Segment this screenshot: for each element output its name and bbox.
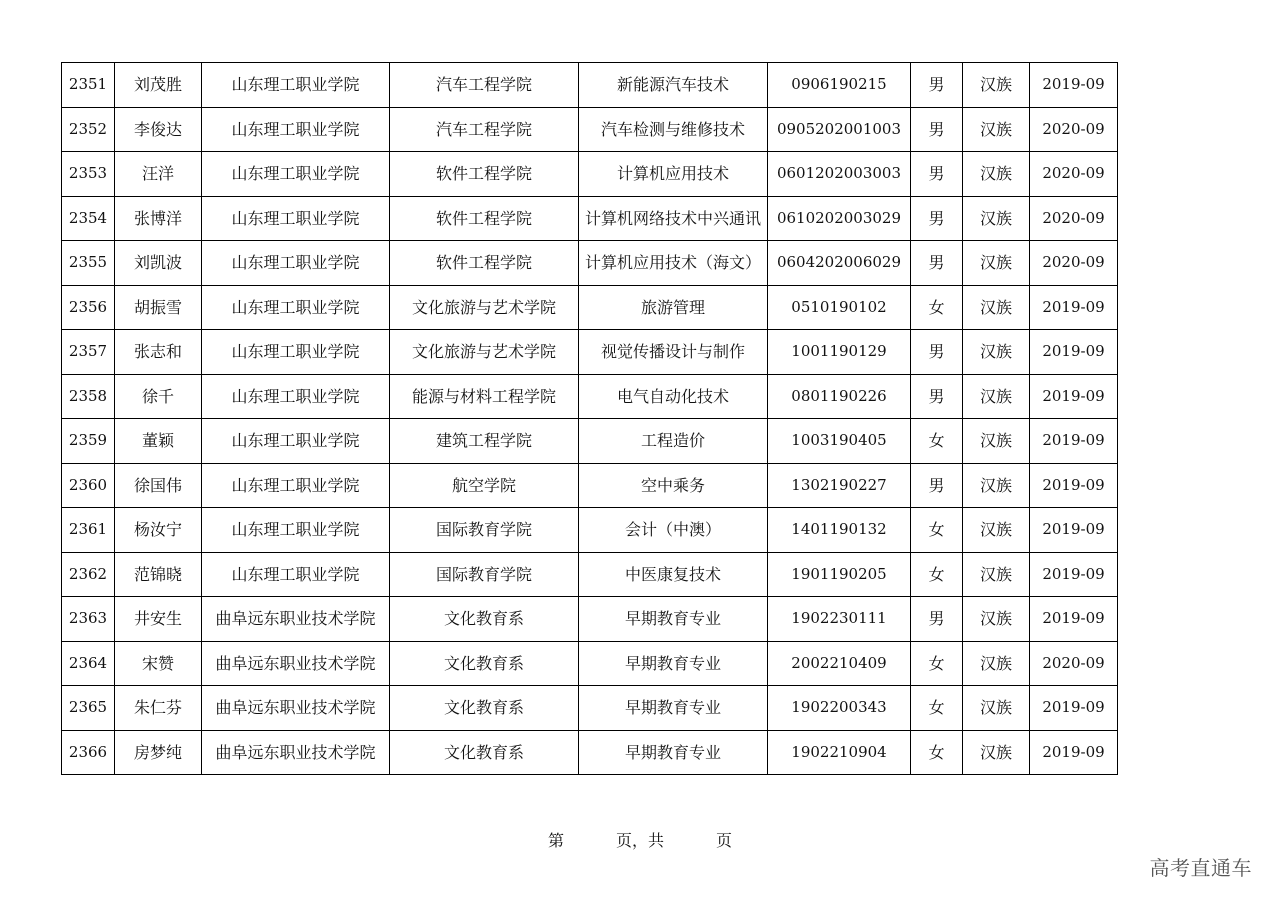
student-id-cell: 1902210904 (768, 730, 911, 775)
page-footer (0, 828, 1280, 851)
major-cell: 电气自动化技术 (579, 374, 768, 419)
student-id-cell: 2002210409 (768, 641, 911, 686)
school-cell: 山东理工职业学院 (202, 285, 390, 330)
gender-cell: 男 (911, 330, 963, 375)
table-row (62, 552, 1118, 597)
college-cell: 文化教育系 (390, 686, 579, 731)
school-cell: 山东理工职业学院 (202, 196, 390, 241)
student-id-cell: 0801190226 (768, 374, 911, 419)
college-cell: 软件工程学院 (390, 196, 579, 241)
gender-cell: 男 (911, 63, 963, 108)
major-cell: 早期教育专业 (579, 641, 768, 686)
student-id-cell: 0610202003029 (768, 196, 911, 241)
college-cell: 文化旅游与艺术学院 (390, 285, 579, 330)
ethnicity-cell: 汉族 (963, 63, 1030, 108)
student-roster-table (61, 62, 1118, 775)
major-cell: 早期教育专业 (579, 730, 768, 775)
name-cell: 范锦晓 (115, 552, 202, 597)
school-cell: 山东理工职业学院 (202, 152, 390, 197)
name-cell: 汪洋 (115, 152, 202, 197)
major-cell: 早期教育专业 (579, 597, 768, 642)
table-row (62, 508, 1118, 553)
major-cell: 早期教育专业 (579, 686, 768, 731)
gender-cell: 男 (911, 152, 963, 197)
ethnicity-cell: 汉族 (963, 552, 1030, 597)
table-row (62, 730, 1118, 775)
school-cell: 曲阜远东职业技术学院 (202, 641, 390, 686)
row-number-cell: 2360 (62, 463, 115, 508)
student-id-cell: 1401190132 (768, 508, 911, 553)
major-cell: 旅游管理 (579, 285, 768, 330)
footer-page-separator: 页，共 (615, 831, 664, 850)
row-number-cell: 2356 (62, 285, 115, 330)
ethnicity-cell: 汉族 (963, 508, 1030, 553)
student-id-cell: 0510190102 (768, 285, 911, 330)
college-cell: 汽车工程学院 (390, 107, 579, 152)
school-cell: 山东理工职业学院 (202, 241, 390, 286)
student-id-cell: 0906190215 (768, 63, 911, 108)
ethnicity-cell: 汉族 (963, 107, 1030, 152)
roster-body (62, 63, 1118, 775)
name-cell: 杨汝宁 (115, 508, 202, 553)
row-number-cell: 2358 (62, 374, 115, 419)
gender-cell: 女 (911, 285, 963, 330)
college-cell: 文化教育系 (390, 597, 579, 642)
school-cell: 山东理工职业学院 (202, 374, 390, 419)
row-number-cell: 2351 (62, 63, 115, 108)
gender-cell: 女 (911, 686, 963, 731)
school-cell: 曲阜远东职业技术学院 (202, 730, 390, 775)
student-id-cell: 1001190129 (768, 330, 911, 375)
school-cell: 山东理工职业学院 (202, 419, 390, 464)
enroll-date-cell: 2019-09 (1030, 463, 1118, 508)
ethnicity-cell: 汉族 (963, 419, 1030, 464)
college-cell: 国际教育学院 (390, 552, 579, 597)
enroll-date-cell: 2019-09 (1030, 419, 1118, 464)
school-cell: 山东理工职业学院 (202, 63, 390, 108)
enroll-date-cell: 2019-09 (1030, 374, 1118, 419)
name-cell: 井安生 (115, 597, 202, 642)
college-cell: 文化教育系 (390, 730, 579, 775)
major-cell: 新能源汽车技术 (579, 63, 768, 108)
table-row (62, 419, 1118, 464)
gender-cell: 女 (911, 730, 963, 775)
table-row (62, 686, 1118, 731)
gender-cell: 女 (911, 508, 963, 553)
student-id-cell: 0905202001003 (768, 107, 911, 152)
table-row (62, 63, 1118, 108)
major-cell: 空中乘务 (579, 463, 768, 508)
college-cell: 建筑工程学院 (390, 419, 579, 464)
row-number-cell: 2352 (62, 107, 115, 152)
name-cell: 刘凯波 (115, 241, 202, 286)
table-row (62, 196, 1118, 241)
row-number-cell: 2363 (62, 597, 115, 642)
enroll-date-cell: 2020-09 (1030, 241, 1118, 286)
major-cell: 工程造价 (579, 419, 768, 464)
college-cell: 文化旅游与艺术学院 (390, 330, 579, 375)
row-number-cell: 2362 (62, 552, 115, 597)
student-id-cell: 1902200343 (768, 686, 911, 731)
name-cell: 房梦纯 (115, 730, 202, 775)
school-cell: 山东理工职业学院 (202, 330, 390, 375)
enroll-date-cell: 2019-09 (1030, 508, 1118, 553)
row-number-cell: 2366 (62, 730, 115, 775)
name-cell: 宋赞 (115, 641, 202, 686)
gender-cell: 女 (911, 641, 963, 686)
enroll-date-cell: 2019-09 (1030, 330, 1118, 375)
enroll-date-cell: 2020-09 (1030, 641, 1118, 686)
student-id-cell: 0601202003003 (768, 152, 911, 197)
student-id-cell: 1302190227 (768, 463, 911, 508)
college-cell: 软件工程学院 (390, 152, 579, 197)
school-cell: 山东理工职业学院 (202, 107, 390, 152)
enroll-date-cell: 2019-09 (1030, 597, 1118, 642)
table-row (62, 463, 1118, 508)
name-cell: 董颖 (115, 419, 202, 464)
ethnicity-cell: 汉族 (963, 463, 1030, 508)
major-cell: 计算机应用技术 (579, 152, 768, 197)
table-row (62, 641, 1118, 686)
row-number-cell: 2353 (62, 152, 115, 197)
ethnicity-cell: 汉族 (963, 152, 1030, 197)
table-row (62, 241, 1118, 286)
gender-cell: 女 (911, 419, 963, 464)
row-number-cell: 2364 (62, 641, 115, 686)
enroll-date-cell: 2019-09 (1030, 552, 1118, 597)
enroll-date-cell: 2020-09 (1030, 196, 1118, 241)
table-row (62, 285, 1118, 330)
name-cell: 刘茂胜 (115, 63, 202, 108)
row-number-cell: 2354 (62, 196, 115, 241)
gender-cell: 男 (911, 463, 963, 508)
gender-cell: 男 (911, 374, 963, 419)
name-cell: 李俊达 (115, 107, 202, 152)
table-row (62, 374, 1118, 419)
ethnicity-cell: 汉族 (963, 330, 1030, 375)
student-id-cell: 1901190205 (768, 552, 911, 597)
major-cell: 中医康复技术 (579, 552, 768, 597)
table-row (62, 330, 1118, 375)
footer-total-suffix: 页 (716, 831, 733, 850)
major-cell: 计算机应用技术（海文） (579, 241, 768, 286)
row-number-cell: 2357 (62, 330, 115, 375)
gender-cell: 男 (911, 107, 963, 152)
gender-cell: 女 (911, 552, 963, 597)
name-cell: 徐国伟 (115, 463, 202, 508)
ethnicity-cell: 汉族 (963, 285, 1030, 330)
ethnicity-cell: 汉族 (963, 686, 1030, 731)
school-cell: 山东理工职业学院 (202, 463, 390, 508)
enroll-date-cell: 2020-09 (1030, 107, 1118, 152)
name-cell: 朱仁芬 (115, 686, 202, 731)
student-id-cell: 0604202006029 (768, 241, 911, 286)
table-row (62, 107, 1118, 152)
college-cell: 汽车工程学院 (390, 63, 579, 108)
major-cell: 视觉传播设计与制作 (579, 330, 768, 375)
name-cell: 徐千 (115, 374, 202, 419)
school-cell: 山东理工职业学院 (202, 508, 390, 553)
student-id-cell: 1902230111 (768, 597, 911, 642)
watermark-text: 高考直通车 (1149, 856, 1252, 880)
enroll-date-cell: 2019-09 (1030, 730, 1118, 775)
table-row (62, 597, 1118, 642)
college-cell: 国际教育学院 (390, 508, 579, 553)
gender-cell: 男 (911, 196, 963, 241)
enroll-date-cell: 2019-09 (1030, 285, 1118, 330)
name-cell: 张志和 (115, 330, 202, 375)
college-cell: 航空学院 (390, 463, 579, 508)
row-number-cell: 2361 (62, 508, 115, 553)
major-cell: 会计（中澳） (579, 508, 768, 553)
enroll-date-cell: 2020-09 (1030, 152, 1118, 197)
footer-page-label: 第 (547, 831, 564, 850)
ethnicity-cell: 汉族 (963, 196, 1030, 241)
row-number-cell: 2365 (62, 686, 115, 731)
college-cell: 能源与材料工程学院 (390, 374, 579, 419)
major-cell: 汽车检测与维修技术 (579, 107, 768, 152)
school-cell: 曲阜远东职业技术学院 (202, 597, 390, 642)
school-cell: 曲阜远东职业技术学院 (202, 686, 390, 731)
row-number-cell: 2359 (62, 419, 115, 464)
major-cell: 计算机网络技术中兴通讯 (579, 196, 768, 241)
table-row (62, 152, 1118, 197)
enroll-date-cell: 2019-09 (1030, 686, 1118, 731)
ethnicity-cell: 汉族 (963, 597, 1030, 642)
school-cell: 山东理工职业学院 (202, 552, 390, 597)
college-cell: 文化教育系 (390, 641, 579, 686)
ethnicity-cell: 汉族 (963, 241, 1030, 286)
ethnicity-cell: 汉族 (963, 374, 1030, 419)
name-cell: 胡振雪 (115, 285, 202, 330)
gender-cell: 男 (911, 597, 963, 642)
enroll-date-cell: 2019-09 (1030, 63, 1118, 108)
college-cell: 软件工程学院 (390, 241, 579, 286)
gender-cell: 男 (911, 241, 963, 286)
name-cell: 张博洋 (115, 196, 202, 241)
ethnicity-cell: 汉族 (963, 730, 1030, 775)
student-id-cell: 1003190405 (768, 419, 911, 464)
row-number-cell: 2355 (62, 241, 115, 286)
ethnicity-cell: 汉族 (963, 641, 1030, 686)
